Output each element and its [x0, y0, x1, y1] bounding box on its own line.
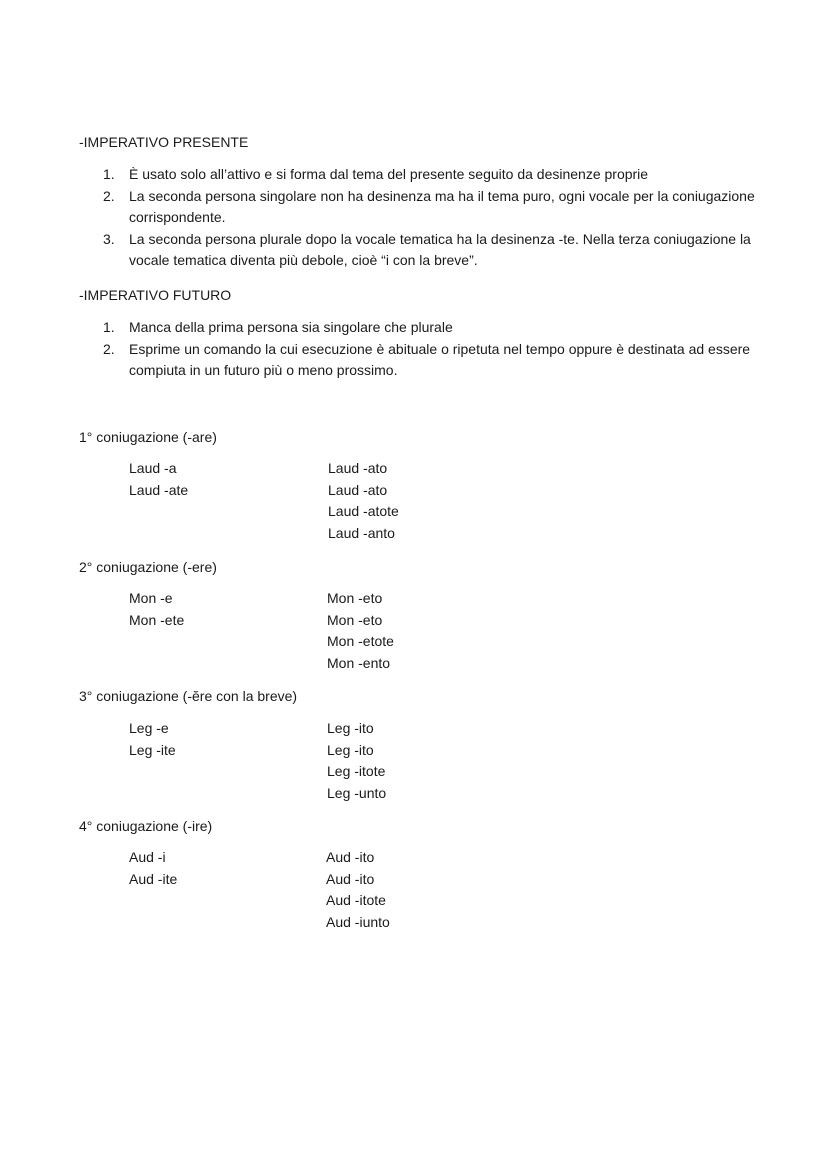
conjugation-form: Laud -ato — [328, 481, 388, 498]
imperativo-futuro-list — [79, 317, 759, 382]
conjugation-form: Laud -ate — [129, 481, 189, 498]
conjugation-form: Mon -e — [129, 590, 173, 606]
section-heading-imperativo-presente: -IMPERATIVO PRESENTE — [79, 134, 249, 150]
section-heading-imperativo-futuro: -IMPERATIVO FUTURO — [79, 287, 232, 303]
conjugation-form: Aud -iunto — [326, 913, 390, 930]
conjugation-1-futuro — [328, 458, 399, 544]
conjugation-2-presente — [129, 588, 184, 631]
conjugation-form: Laud -atote — [328, 503, 399, 519]
conjugation-form: Aud -ite — [129, 870, 178, 887]
conjugation-form: Mon -etote — [327, 633, 394, 649]
conjugation-form: Aud -itote — [326, 892, 386, 908]
conjugation-3-futuro — [327, 718, 386, 804]
conjugation-form: Aud -ito — [326, 870, 375, 887]
conjugation-form: Mon -eto — [327, 611, 383, 628]
conjugation-1-title: 1° coniugazione (-are) — [79, 429, 217, 445]
conjugation-form: Leg -ito — [327, 720, 374, 736]
list-item: 1. Manca della prima persona sia singolare che plurale — [103, 319, 453, 335]
list-item: 2. La seconda persona singolare non ha desinenza ma ha il tema puro, ogni vocale per la coniugazione corrispondente. — [103, 187, 755, 225]
conjugation-3-presente — [129, 718, 176, 761]
conjugation-2-title: 2° coniugazione (-ere) — [79, 559, 217, 575]
conjugation-form: Leg -ito — [327, 741, 374, 758]
conjugation-form: Laud -a — [129, 460, 177, 476]
conjugation-4-title: 4° coniugazione (-ire) — [79, 818, 213, 834]
conjugation-form: Mon -eto — [327, 590, 383, 606]
imperativo-presente-list — [79, 164, 759, 272]
conjugation-form: Mon -ete — [129, 611, 185, 628]
conjugation-4-presente — [129, 847, 177, 890]
conjugation-form: Leg -e — [129, 720, 169, 736]
conjugation-form: Leg -itote — [327, 763, 386, 779]
conjugation-1-presente — [129, 458, 188, 501]
conjugation-form: Laud -anto — [328, 524, 395, 541]
conjugation-2-futuro — [327, 588, 394, 674]
list-item: 1. È usato solo all’attivo e si forma dal tema del presente seguito da desinenze proprie — [103, 166, 649, 182]
conjugation-3-title: 3° coniugazione (-ĕre con la breve) — [79, 688, 298, 704]
conjugation-form: Aud -ito — [326, 849, 375, 865]
conjugation-form: Leg -unto — [327, 784, 387, 801]
list-item: 2. Esprime un comando la cui esecuzione è abituale o ripetuta nel tempo oppure è destinata ad essere compiuta in un futuro più o meno prossimo. — [103, 340, 751, 378]
conjugation-4-futuro — [326, 847, 390, 933]
conjugation-form: Aud -i — [129, 849, 166, 865]
conjugation-form: Mon -ento — [327, 654, 391, 671]
list-item: 3. La seconda persona plurale dopo la vocale tematica ha la desinenza -te. Nella terza coniugazione la vocale tematica diventa più debole, cioè “i con la breve”. — [103, 230, 751, 268]
conjugation-form: Laud -ato — [328, 460, 388, 476]
conjugation-form: Leg -ite — [129, 741, 176, 758]
